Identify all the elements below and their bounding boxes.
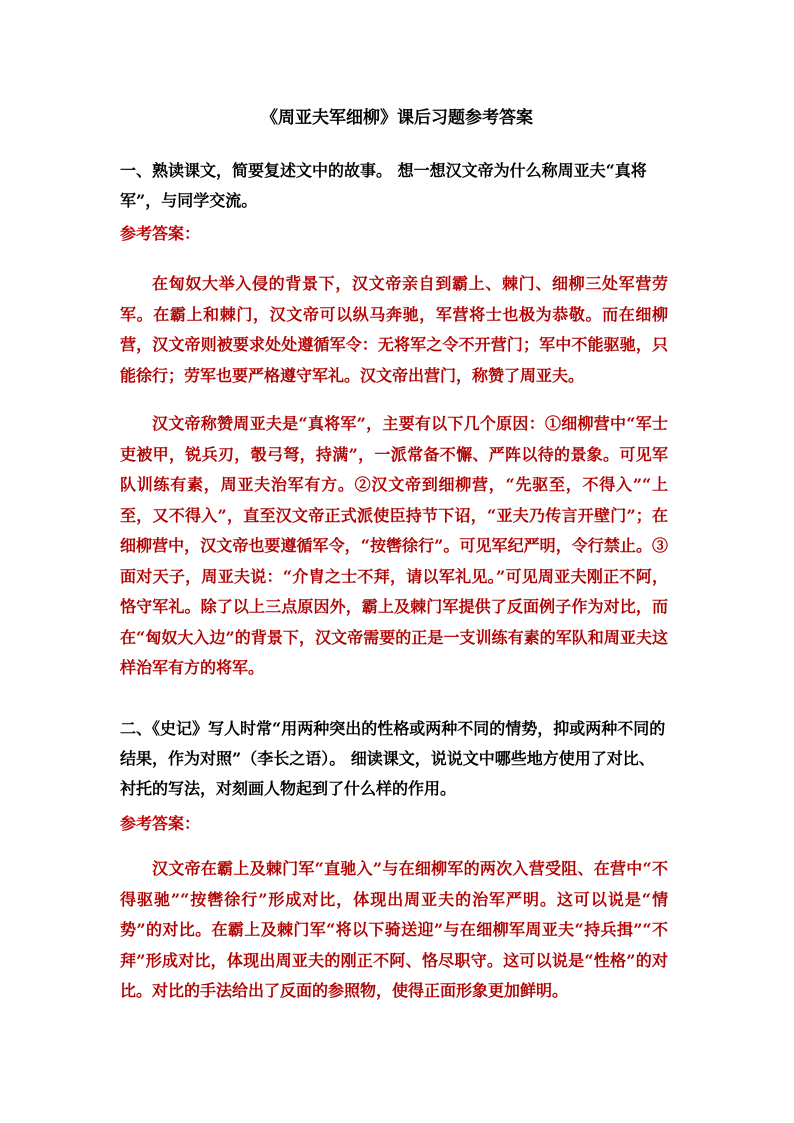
- answer-1-paragraph-1: 在匈奴大举入侵的背景下，汉文帝亲自到霸上、棘门、细柳三处军营劳军。在霸上和棘门，汉文帝可以纵马奔驰，军营将士也极为恭敬。而在细柳营，汉文帝则被要求处处遵循军令：无将军之令不开营门；军中不能驱驰，只能徐行；劳军也要严格遵守军礼。汉文帝出营门，称赞了周亚夫。: [120, 274, 668, 385]
- question-2: 二、《史记》写人时常“用两种突出的性格或两种不同的情势，抑或两种不同的结果，作为对照”（李长之语）。 细读课文，说说文中哪些地方使用了对比、衬托的写法，对刻画人物起到了什么样的作用。: [120, 719, 666, 798]
- answer-2-label: 参考答案：: [120, 814, 201, 833]
- document-title: 《周亚夫军细柳》课后习题参考答案: [261, 108, 533, 128]
- question-1: 一、熟读课文，简要复述文中的故事。 想一想汉文帝为什么称周亚夫“真将军”，与同学交流。: [120, 161, 647, 210]
- answer-2-paragraph-1: 汉文帝在霸上及棘门军“直驰入”与在细柳军的两次入营受阻、在营中“不得驱驰”“按辔徐行”形成对比，体现出周亚夫的治军严明。这可以说是“情势”的对比。在霸上及棘门军“将以下骑送迎”与在细柳军周亚夫“持兵揖”“不拜”形成对比，体现出周亚夫的刚正不阿、恪尽职守。这可以说是“性格”的对比。对比的手法给出了反面的参照物，使得正面形象更加鲜明。: [120, 859, 668, 1000]
- answer-1-paragraph-2: 汉文帝称赞周亚夫是“真将军”，主要有以下几个原因：①细柳营中“军士吏被甲，锐兵刃，彀弓弩，持满”，一派常备不懈、严阵以待的景象。可见军队训练有素，周亚夫治军有方。②汉文帝到细柳营，“先驱至，不得入”“上至，又不得入”，直至汉文帝正式派使臣持节下诏，“亚夫乃传言开壁门”；在细柳营中，汉文帝也要遵循军令，“按辔徐行”。可见军纪严明，令行禁止。③面对天子，周亚夫说：“介胄之士不拜，请以军礼见。”可见周亚夫刚正不阿，恪守军礼。除了以上三点原因外，霸上及棘门军提供了反面例子作为对比，而在“匈奴大入边”的背景下，汉文帝需要的正是一支训练有素的军队和周亚夫这样治军有方的将军。: [120, 414, 668, 677]
- answer-1-label: 参考答案：: [120, 224, 201, 243]
